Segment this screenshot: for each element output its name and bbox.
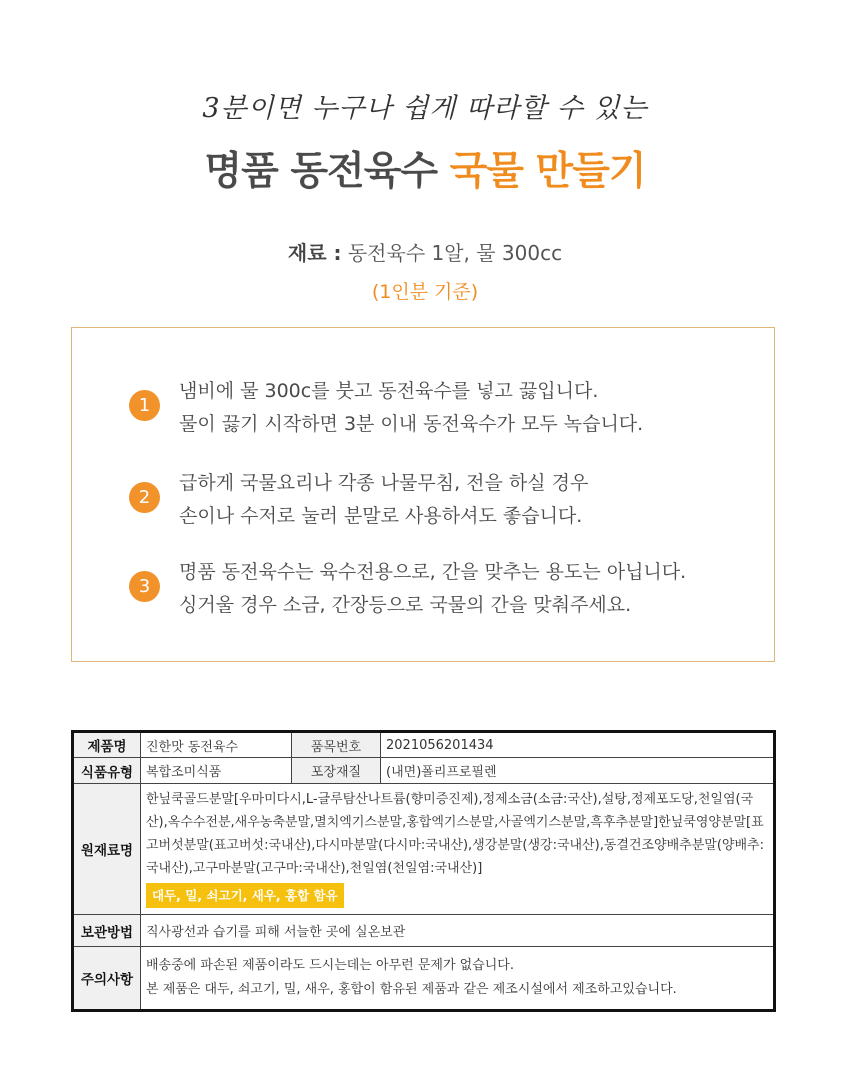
- serving-note: (1인분 기준): [371, 281, 479, 303]
- product-spec-table: [71, 730, 776, 1012]
- step-text: [179, 467, 759, 533]
- step-line: 급하게 국물요리나 각종 나물무침, 전을 하실 경우: [179, 472, 589, 494]
- row-label: 주의사항: [73, 947, 141, 1011]
- title-main: 명품 동전육수: [204, 149, 438, 194]
- page-title: [0, 140, 850, 196]
- caution-cell: [141, 947, 775, 1011]
- allergen-badge: 대두, 밀, 쇠고기, 새우, 홍합 함유: [146, 883, 344, 908]
- storage-value: 직사광선과 습기를 피해 서늘한 곳에 실온보관: [141, 915, 775, 947]
- step-number-badge: 2: [129, 482, 160, 513]
- ingredients-cell: [141, 784, 775, 915]
- ingredients-line: [0, 237, 850, 266]
- ingredients-list: 한닢쿡골드분말[우마미다시,L-글루탐산나트륨(향미증진제),정제소금(소금:국산),설탕,정제포도당,천일염(국산),옥수수전분,새우농축분말,멸치엑기스분말,홍합엑기스분말,사골엑기스분말,흑후추분말]한닢쿡영양분말[표고버섯분말(표고버섯:국내산),다시마분말(다시마:국내산),생강분말(생강:국내산),동결건조양배추분말(양배추:국내산),고구마분말(고구마:국내산),천일염(천일염:국내산)]: [146, 792, 764, 876]
- step-line: 물이 끓기 시작하면 3분 이내 동전육수가 모두 녹습니다.: [179, 413, 644, 435]
- row-label: 제품명: [73, 732, 141, 758]
- caution-line: 배송중에 파손된 제품이라도 드시는데는 아무런 문제가 없습니다.: [146, 958, 514, 973]
- step-line: 싱거울 경우 소금, 간장등으로 국물의 간을 맞춰주세요.: [179, 594, 632, 616]
- ingredients-label: 재료 :: [287, 241, 342, 265]
- row-label: 포장재질: [292, 758, 381, 784]
- item-number-value: 2021056201434: [381, 732, 775, 758]
- packaging-value: (내면)폴리프로필렌: [381, 758, 775, 784]
- table-row: [73, 784, 775, 915]
- table-row: [73, 947, 775, 1011]
- step-number-badge: 3: [129, 571, 160, 602]
- table-row: [73, 732, 775, 758]
- row-label: 식품유형: [73, 758, 141, 784]
- step-number-badge: 1: [129, 390, 160, 421]
- caution-line: 본 제품은 대두, 쇠고기, 밀, 새우, 홍합이 함유된 제품과 같은 제조시설에서 제조하고있습니다.: [146, 982, 677, 997]
- step-text: [179, 556, 759, 622]
- steps-box: [71, 327, 775, 662]
- step-line: 냄비에 물 300c를 붓고 동전육수를 넣고 끓입니다.: [179, 380, 599, 402]
- step-line: 손이나 수저로 눌러 분말로 사용하셔도 좋습니다.: [179, 505, 583, 527]
- ingredients-value: 동전육수 1알, 물 300cc: [347, 241, 563, 265]
- product-name-value: 진한맛 동전육수: [141, 732, 292, 758]
- step-line: 명품 동전육수는 육수전용으로, 간을 맞추는 용도는 아닙니다.: [179, 561, 687, 583]
- page-subtitle: 3분이면 누구나 쉽게 따라할 수 있는: [202, 93, 648, 124]
- row-label: 품목번호: [292, 732, 381, 758]
- table-row: [73, 915, 775, 947]
- row-label: 원재료명: [73, 784, 141, 915]
- title-accent: 국물 만들기: [449, 149, 646, 194]
- step-text: [179, 375, 759, 441]
- food-type-value: 복합조미식품: [141, 758, 292, 784]
- table-row: [73, 758, 775, 784]
- row-label: 보관방법: [73, 915, 141, 947]
